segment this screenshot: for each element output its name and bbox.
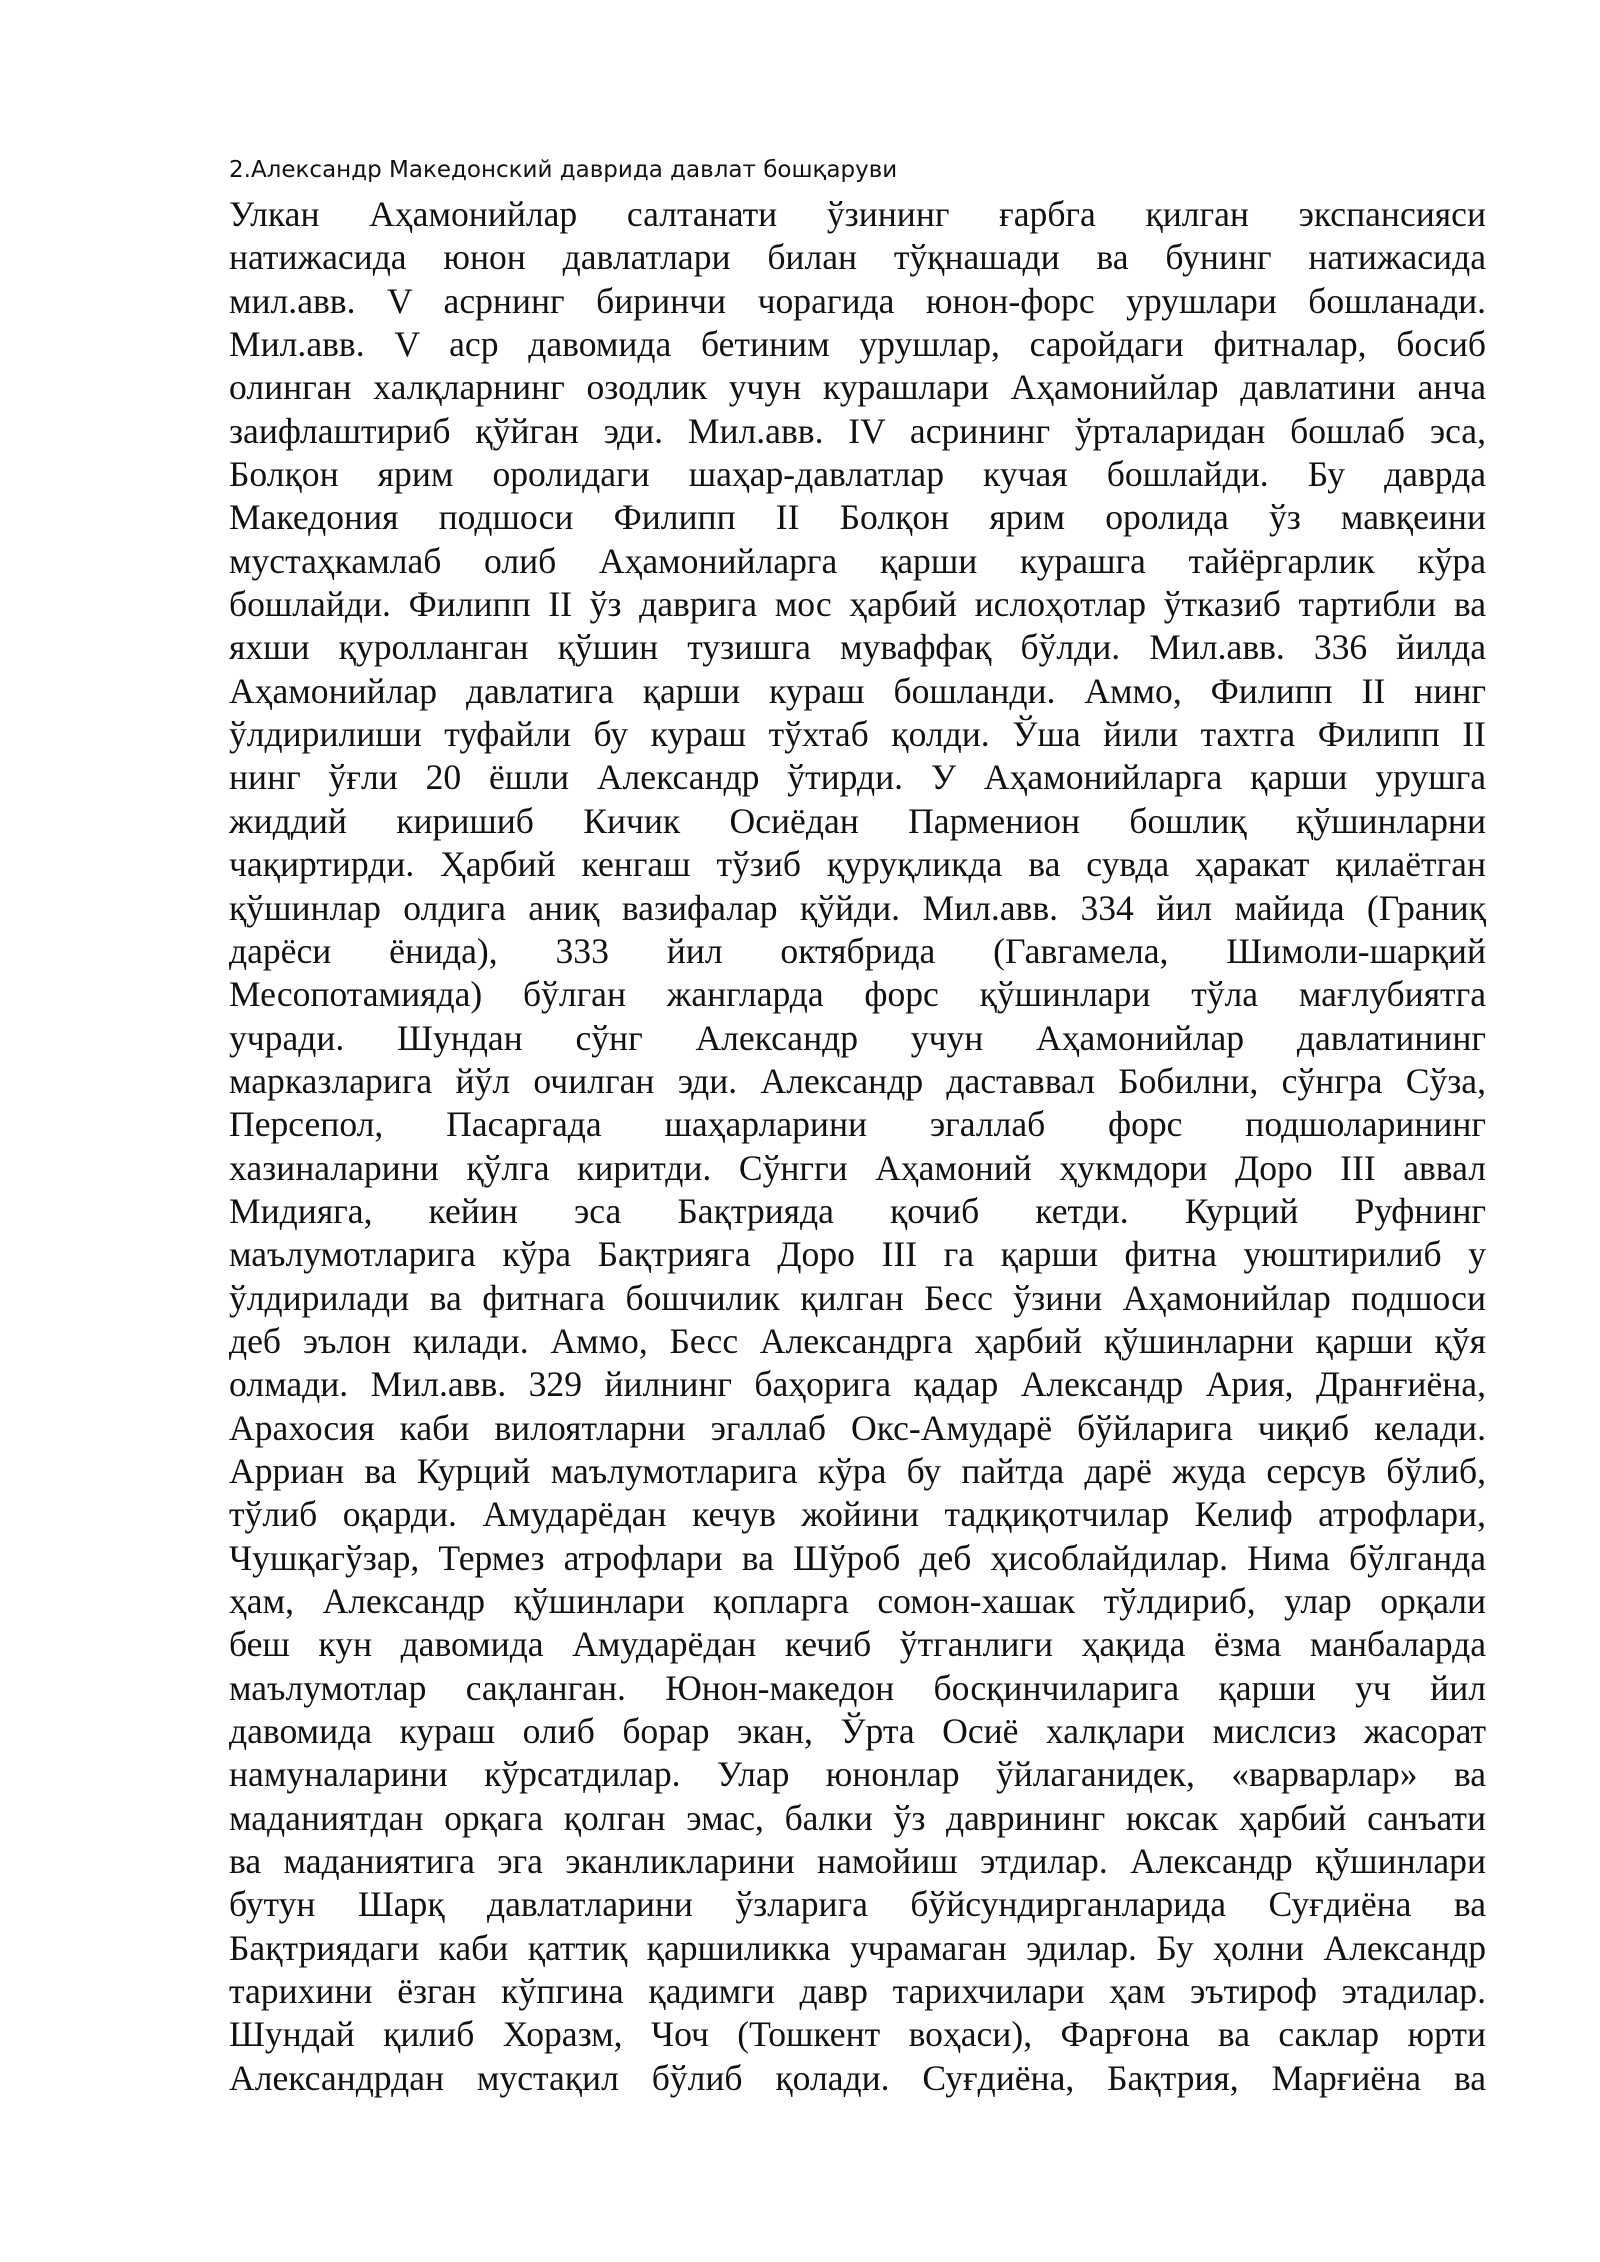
text-line: Македония подшоси Филипп II Болқон ярим оролида ўз мавқеини (229, 497, 1486, 538)
text-line: ва маданиятига эга эканликларини намойиш этдилар. Александр қўшинлари (229, 1841, 1486, 1882)
text-line: Арриан ва Курций маълумотларига кўра бу пайтда дарё жуда серсув бўлиб, (229, 1450, 1486, 1491)
text-line: натижасида юнон давлатлари билан тўқнашади ва бунинг натижасида (229, 237, 1486, 278)
text-line: маълумотлар сақланган. Юнон-македон босқинчиларига қарши уч йил (229, 1667, 1486, 1708)
text-line: олмади. Мил.авв. 329 йилнинг баҳорига қадар Александр Ария, Дранғиёна, (229, 1364, 1486, 1405)
text-line: жиддий киришиб Кичик Осиёдан Парменион бошлиқ қўшинларни (229, 800, 1486, 841)
text-line: чақиртирди. Ҳарбий кенгаш тўзиб қуруқликда ва сувда ҳаракат қилаётган (229, 844, 1486, 885)
text-line: Александрдан мустақил бўлиб қолади. Суғдиёна, Бақтрия, Марғиёна ва (229, 2057, 1486, 2098)
text-line: Мил.авв. V аср давомида бетиним урушлар, саройдаги фитналар, босиб (229, 324, 1486, 365)
text-line: олинган халқларнинг озодлик учун курашлари Аҳамонийлар давлатини анча (229, 367, 1486, 408)
text-line: Аҳамонийлар давлатига қарши кураш бошланди. Аммо, Филипп II нинг (229, 670, 1486, 711)
text-line: намуналарини кўрсатдилар. Улар юнонлар ўйлаганидек, «варварлар» ва (229, 1754, 1486, 1795)
text-line: тўлиб оқарди. Амударёдан кечув жойини тадқиқотчилар Келиф атрофлари, (229, 1494, 1486, 1535)
text-line: қўшинлар олдига аниқ вазифалар қўйди. Мил.авв. 334 йил майида (Граниқ (229, 887, 1486, 928)
text-line: Мидияга, кейин эса Бақтрияда қочиб кетди. Курций Руфнинг (229, 1190, 1486, 1231)
text-line: яхши қуролланган қўшин тузишга муваффақ бўлди. Мил.авв. 336 йилда (229, 627, 1486, 668)
text-line: заифлаштириб қўйган эди. Мил.авв. IV асрининг ўрталаридан бошлаб эса, (229, 410, 1486, 451)
text-line: тарихини ёзган кўпгина қадимги давр тарихчилари ҳам эътироф этадилар. (229, 1971, 1486, 2012)
body-paragraph (229, 193, 1486, 2100)
text-line: Болқон ярим оролидаги шаҳар-давлатлар кучая бошлайди. Бу даврда (229, 454, 1486, 495)
text-line: Бақтриядаги каби қаттиқ қаршиликка учрамаган эдилар. Бу ҳолни Александр (229, 1927, 1486, 1968)
text-line: ҳам, Александр қўшинлари қопларга сомон-хашак тўлдириб, улар орқали (229, 1581, 1486, 1621)
text-line: дарёси ёнида), 333 йил октябрида (Гавгамела, Шимоли-шарқий (229, 930, 1486, 971)
text-line: деб эълон қилади. Аммо, Бесс Александрга ҳарбий қўшинларни қарши қўя (229, 1320, 1486, 1361)
text-line: Улкан Аҳамонийлар салтанати ўзининг ғарбга қилган экспансияси (229, 194, 1486, 234)
text-line: мустаҳкамлаб олиб Аҳамонийларга қарши курашга тайёргарлик кўра (229, 540, 1486, 581)
text-line: Персепол, Пасаргада шаҳарларини эгаллаб форс подшоларининг (229, 1104, 1486, 1145)
text-line: нинг ўғли 20 ёшли Александр ўтирди. У Аҳамонийларга қарши урушга (229, 757, 1486, 798)
text-line: Арахосия каби вилоятларни эгаллаб Окс-Амударё бўйларига чиқиб келади. (229, 1407, 1486, 1448)
text-line: Чушқагўзар, Термез атрофлари ва Шўроб деб ҳисоблайдилар. Нима бўлганда (229, 1537, 1486, 1578)
text-line: Месопотамияда) бўлган жангларда форс қўшинлари тўла мағлубиятга (229, 974, 1486, 1015)
text-line: бошлайди. Филипп II ўз даврига мос ҳарбий ислоҳотлар ўтказиб тартибли ва (229, 584, 1486, 625)
text-line: маданиятдан орқага қолган эмас, балки ўз даврининг юксак ҳарбий санъати (229, 1797, 1486, 1838)
text-line: хазиналарини қўлга киритди. Сўнгги Аҳамоний ҳукмдори Доро III аввал (229, 1147, 1486, 1188)
text-line: беш кун давомида Амударёдан кечиб ўтганлиги ҳақида ёзма манбаларда (229, 1624, 1486, 1665)
text-line: учради. Шундан сўнг Александр учун Аҳамонийлар давлатининг (229, 1017, 1486, 1058)
text-line: Шундай қилиб Хоразм, Чоч (Тошкент воҳаси), Фарғона ва саклар юрти (229, 2014, 1486, 2055)
text-line: мил.авв. V асрнинг биринчи чорагида юнон-форс урушлари бошланади. (229, 280, 1486, 321)
text-line: бутун Шарқ давлатларини ўзларига бўйсундирганларида Суғдиёна ва (229, 1884, 1486, 1925)
text-line: маълумотларига кўра Бақтрияга Доро III га қарши фитна уюштирилиб у (229, 1234, 1486, 1275)
text-line: ўлдирилиши туфайли бу кураш тўхтаб қолди. Ўша йили тахтга Филипп II (229, 714, 1486, 755)
section-heading: 2.Александр Македонский даврида давлат бошқаруви (229, 157, 898, 183)
text-line: марказларига йўл очилган эди. Александр даставвал Бобилни, сўнгра Сўза, (229, 1060, 1486, 1101)
text-line: давомида кураш олиб борар экан, Ўрта Осиё халқлари мислсиз жасорат (229, 1711, 1486, 1752)
text-line: ўлдирилади ва фитнага бошчилик қилган Бесс ўзини Аҳамонийлар подшоси (229, 1277, 1486, 1318)
